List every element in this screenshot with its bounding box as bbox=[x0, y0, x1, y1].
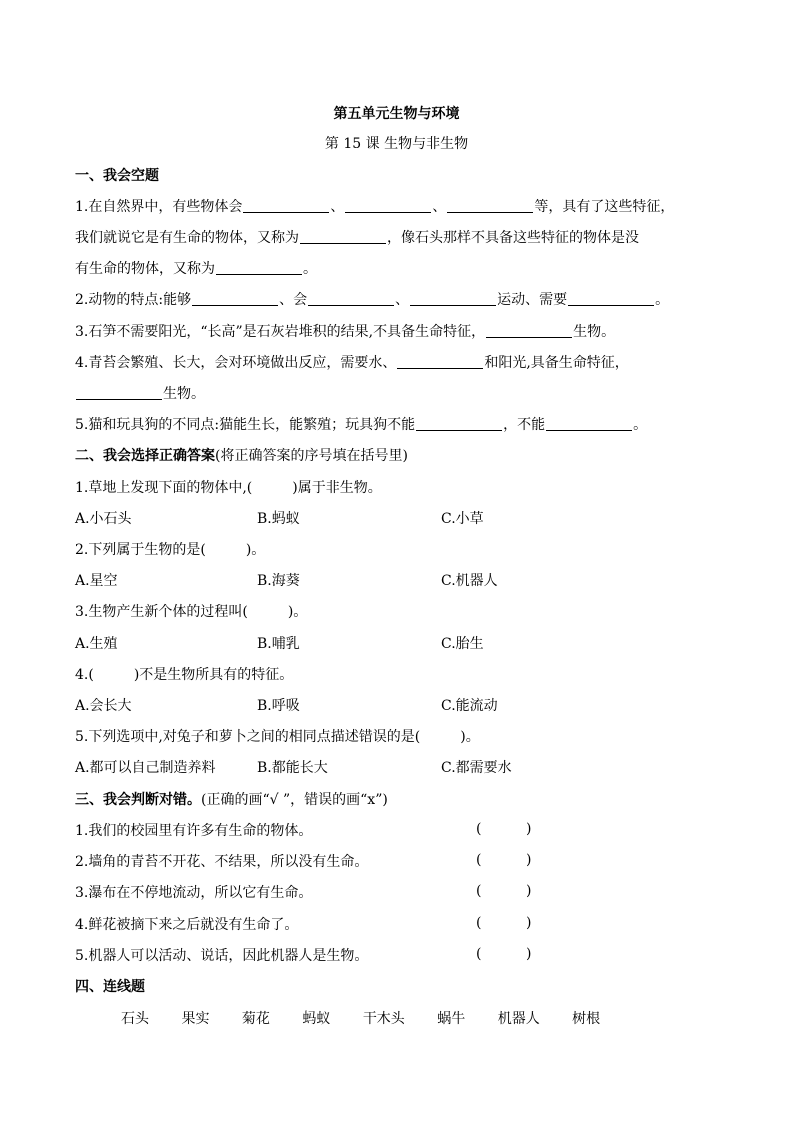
s1-q4-line2: 生物。 bbox=[75, 384, 205, 404]
section3-heading-row bbox=[75, 790, 388, 810]
s3-item: 3.瀑布在不停地流动，所以它有生命。 bbox=[75, 885, 313, 901]
section2-heading: 二、我会选择正确答案 bbox=[75, 448, 215, 464]
judge-paren[interactable]: ( ) bbox=[476, 883, 532, 899]
match-word[interactable]: 干木头 bbox=[362, 1011, 405, 1027]
s3-item: 5.机器人可以活动、说话，因此机器人是生物。 bbox=[75, 948, 369, 964]
answer-blank[interactable] bbox=[300, 229, 386, 244]
section3-note: (正确的画“√ ”，错误的画“x”) bbox=[201, 792, 388, 808]
match-word[interactable]: 果实 bbox=[181, 1011, 210, 1027]
option-a[interactable]: A.都可以自己制造养料 bbox=[75, 760, 216, 776]
s1-q2: 2.动物的特点:能够 、会 、 运动、需要 。 bbox=[75, 292, 670, 308]
option-a[interactable]: A.星空 bbox=[75, 573, 118, 589]
option-a[interactable]: A.生殖 bbox=[75, 636, 118, 652]
match-word[interactable]: 树根 bbox=[572, 1011, 601, 1027]
judge-paren[interactable]: ( ) bbox=[476, 821, 532, 837]
option-b[interactable]: B.哺乳 bbox=[257, 636, 300, 652]
s1-q1-line1: 1.在自然界中，有些物体会 、 、 等，具有了这些特征， bbox=[75, 199, 675, 215]
section2-heading-row bbox=[75, 446, 408, 466]
answer-blank[interactable] bbox=[416, 416, 502, 431]
s1-q4-line1: 4.青苔会繁殖、长大，会对环境做出反应，需要水、 和阳光,具备生命特征， bbox=[75, 355, 629, 371]
answer-blank[interactable] bbox=[308, 291, 394, 306]
s2-q5: 5.下列选项中,对兔子和萝卜之间的相同点描述错误的是( )。 bbox=[75, 729, 480, 745]
option-b[interactable]: B.蚂蚁 bbox=[257, 511, 300, 527]
answer-blank[interactable] bbox=[243, 198, 329, 213]
s1-q3: 3.石笋不需要阳光，“长高”是石灰岩堆积的结果,不具备生命特征， 生物。 bbox=[75, 324, 616, 340]
option-c[interactable]: C.都需要水 bbox=[441, 760, 512, 776]
option-c[interactable]: C.机器人 bbox=[441, 573, 498, 589]
option-b[interactable]: B.海葵 bbox=[257, 573, 300, 589]
match-word[interactable]: 菊花 bbox=[241, 1011, 270, 1027]
judge-paren[interactable]: ( ) bbox=[476, 852, 532, 868]
option-b[interactable]: B.呼吸 bbox=[257, 698, 300, 714]
page-title: 第五单元生物与环境 bbox=[333, 106, 460, 122]
s2-q1: 1.草地上发现下面的物体中,( )属于非生物。 bbox=[75, 480, 382, 496]
section3-heading: 三、我会判断对错。 bbox=[75, 792, 201, 808]
s2-q3: 3.生物产生新个体的过程叫( )。 bbox=[75, 604, 308, 620]
answer-blank[interactable] bbox=[568, 291, 654, 306]
option-c[interactable]: C.能流动 bbox=[441, 698, 498, 714]
option-a[interactable]: A.小石头 bbox=[75, 511, 132, 527]
s2-q4: 4.( )不是生物所具有的特征。 bbox=[75, 667, 294, 683]
page-subtitle: 第 15 课 生物与非生物 bbox=[324, 136, 469, 152]
option-c[interactable]: C.小草 bbox=[441, 511, 484, 527]
option-c[interactable]: C.胎生 bbox=[441, 636, 484, 652]
answer-blank[interactable] bbox=[410, 291, 496, 306]
match-word[interactable]: 石头 bbox=[121, 1011, 149, 1027]
s1-q1-line2: 我们就说它是有生命的物体，又称为 ，像石头那样不具备这些特征的物体是没 bbox=[75, 230, 639, 246]
match-word[interactable]: 机器人 bbox=[497, 1011, 540, 1027]
s3-item: 2.墙角的青苔不开花、不结果，所以没有生命。 bbox=[75, 854, 369, 870]
judge-paren[interactable]: ( ) bbox=[476, 946, 532, 962]
match-word[interactable]: 蜗牛 bbox=[437, 1011, 466, 1027]
answer-blank[interactable] bbox=[76, 385, 162, 400]
answer-blank[interactable] bbox=[546, 416, 632, 431]
section1-heading: 一、我会空题 bbox=[75, 168, 159, 184]
s3-item: 4.鲜花被摘下来之后就没有生命了。 bbox=[75, 917, 299, 933]
answer-blank[interactable] bbox=[486, 323, 572, 338]
match-words-row bbox=[121, 1009, 628, 1029]
answer-blank[interactable] bbox=[447, 198, 533, 213]
option-a[interactable]: A.会长大 bbox=[75, 698, 132, 714]
section4-heading: 四、连线题 bbox=[75, 979, 145, 995]
match-word[interactable]: 蚂蚁 bbox=[302, 1011, 331, 1027]
answer-blank[interactable] bbox=[192, 291, 278, 306]
answer-blank[interactable] bbox=[216, 260, 302, 275]
answer-blank[interactable] bbox=[345, 198, 431, 213]
section2-note: (将正确答案的序号填在括号里) bbox=[215, 448, 408, 464]
s2-q2: 2.下列属于生物的是( )。 bbox=[75, 542, 266, 558]
option-b[interactable]: B.都能长大 bbox=[257, 760, 328, 776]
s1-q5: 5.猫和玩具狗的不同点:猫能生长，能繁殖；玩具狗不能 ，不能 。 bbox=[75, 417, 648, 433]
s3-item: 1.我们的校园里有许多有生命的物体。 bbox=[75, 823, 313, 839]
answer-blank[interactable] bbox=[397, 354, 483, 369]
s1-q1-line3: 有生命的物体，又称为 。 bbox=[75, 261, 317, 277]
judge-paren[interactable]: ( ) bbox=[476, 915, 532, 931]
